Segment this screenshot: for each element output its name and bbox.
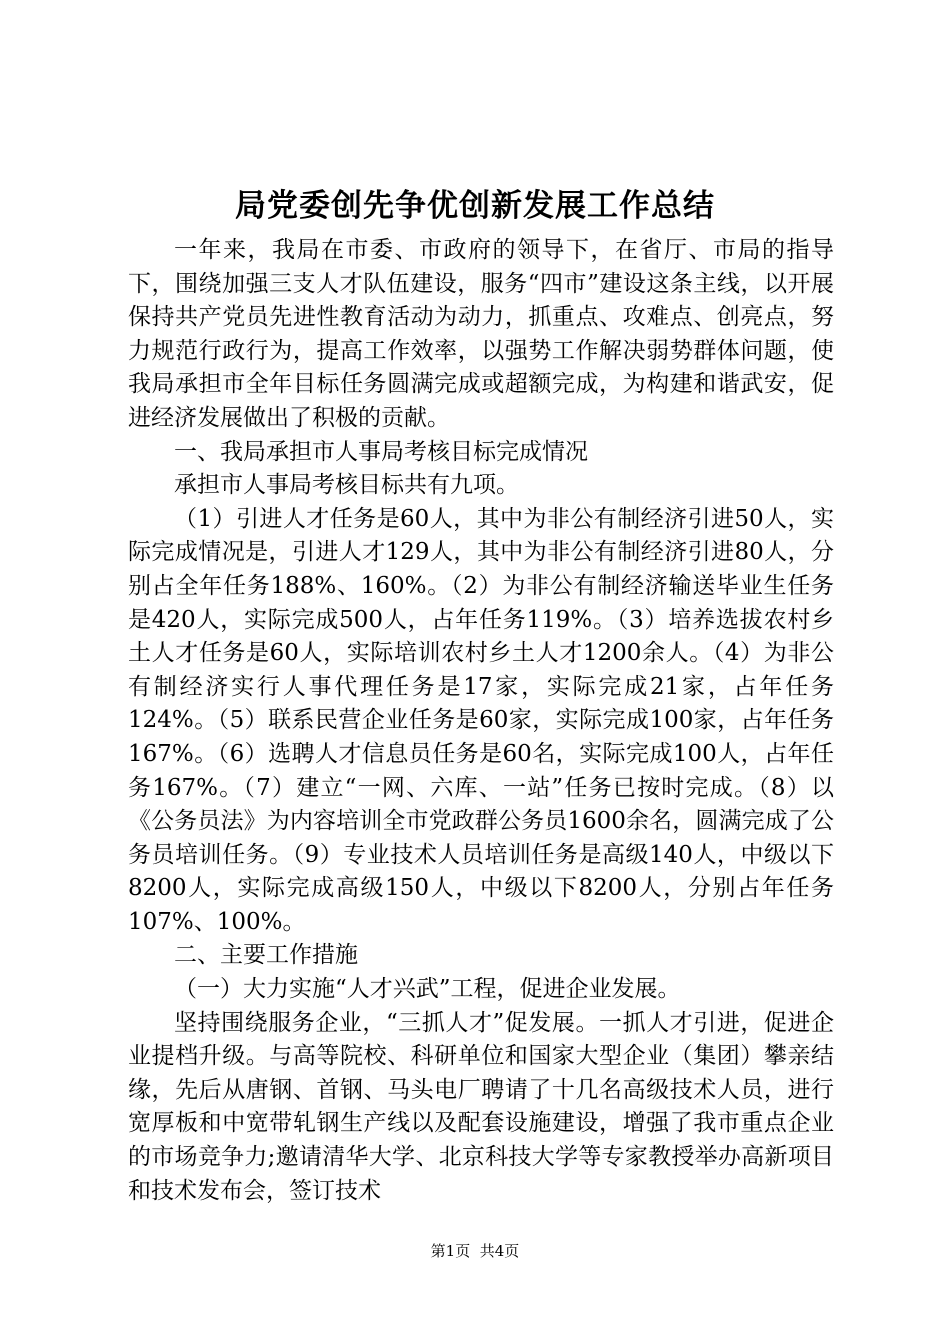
intro-paragraph: 一年来，我局在市委、市政府的领导下，在省厅、市局的指导下，围绕加强三支人才队伍建设，服务“四市”建设这条主线，以开展保持共产党员先进性教育活动为动力，抓重点、攻难点、创亮点，努力规范行政行为，提高工作效率，以强势工作解决弱势群体问题，使我局承担市全年目标任务圆满完成或超额完成，为构建和谐武安，促进经济发展做出了积极的贡献。 bbox=[128, 237, 834, 431]
document-title: 局党委创先争优创新发展工作总结 bbox=[235, 188, 715, 224]
section-heading-1: 一、我局承担市人事局考核目标完成情况 bbox=[174, 438, 588, 465]
page-number: 第1页 bbox=[430, 1242, 471, 1260]
paragraph: 承担市人事局考核目标共有九项。 bbox=[174, 472, 519, 499]
page-footer bbox=[0, 1241, 950, 1261]
document-body bbox=[128, 234, 834, 1208]
paragraph: 坚持围绕服务企业，“三抓人才”促发展。一抓人才引进，促进企业提档升级。与高等院校、科研单位和国家大型企业（集团）攀亲结缘，先后从唐钢、首钢、马头电厂聘请了十几名高级技术人员，进行宽厚板和中宽带轧钢生产线以及配套设施建设，增强了我市重点企业的市场竞争力;邀请清华大学、北京科技大学等专家教授举办高新项目和技术发布会，签订技术 bbox=[128, 1009, 834, 1204]
page-total: 共4页 bbox=[479, 1242, 520, 1260]
subsection-heading-1: （一）大力实施“人才兴武”工程，促进企业发展。 bbox=[174, 976, 681, 1003]
targets-paragraph: （1）引进人才任务是60人，其中为非公有制经济引进50人，实际完成情况是，引进人才129人，其中为非公有制经济引进80人，分别占全年任务188%、160%。（2）为非公有制经济输送毕业生任务是420人，实际完成500人，占年任务119%。（3）培养选拔农村乡土人才任务是60人，实际培训农村乡土人才1200余人。（4）为非公有制经济实行人事代理任务是17家，实际完成21家，占年任务124%。（5）联系民营企业任务是60家，实际完成100家，占年任务167%。（6）选聘人才信息员任务是60名，实际完成100人，占年任务167%。（7）建立“一网、六库、一站”任务已按时完成。（8）以《公务员法》为内容培训全市党政群公务员1600余名，圆满完成了公务员培训任务。（9）专业技术人员培训任务是高级140人，中级以下8200人，实际完成高级150人，中级以下8200人，分别占年任务107%、100%。 bbox=[128, 505, 834, 935]
section-heading-2: 二、主要工作措施 bbox=[174, 942, 358, 969]
